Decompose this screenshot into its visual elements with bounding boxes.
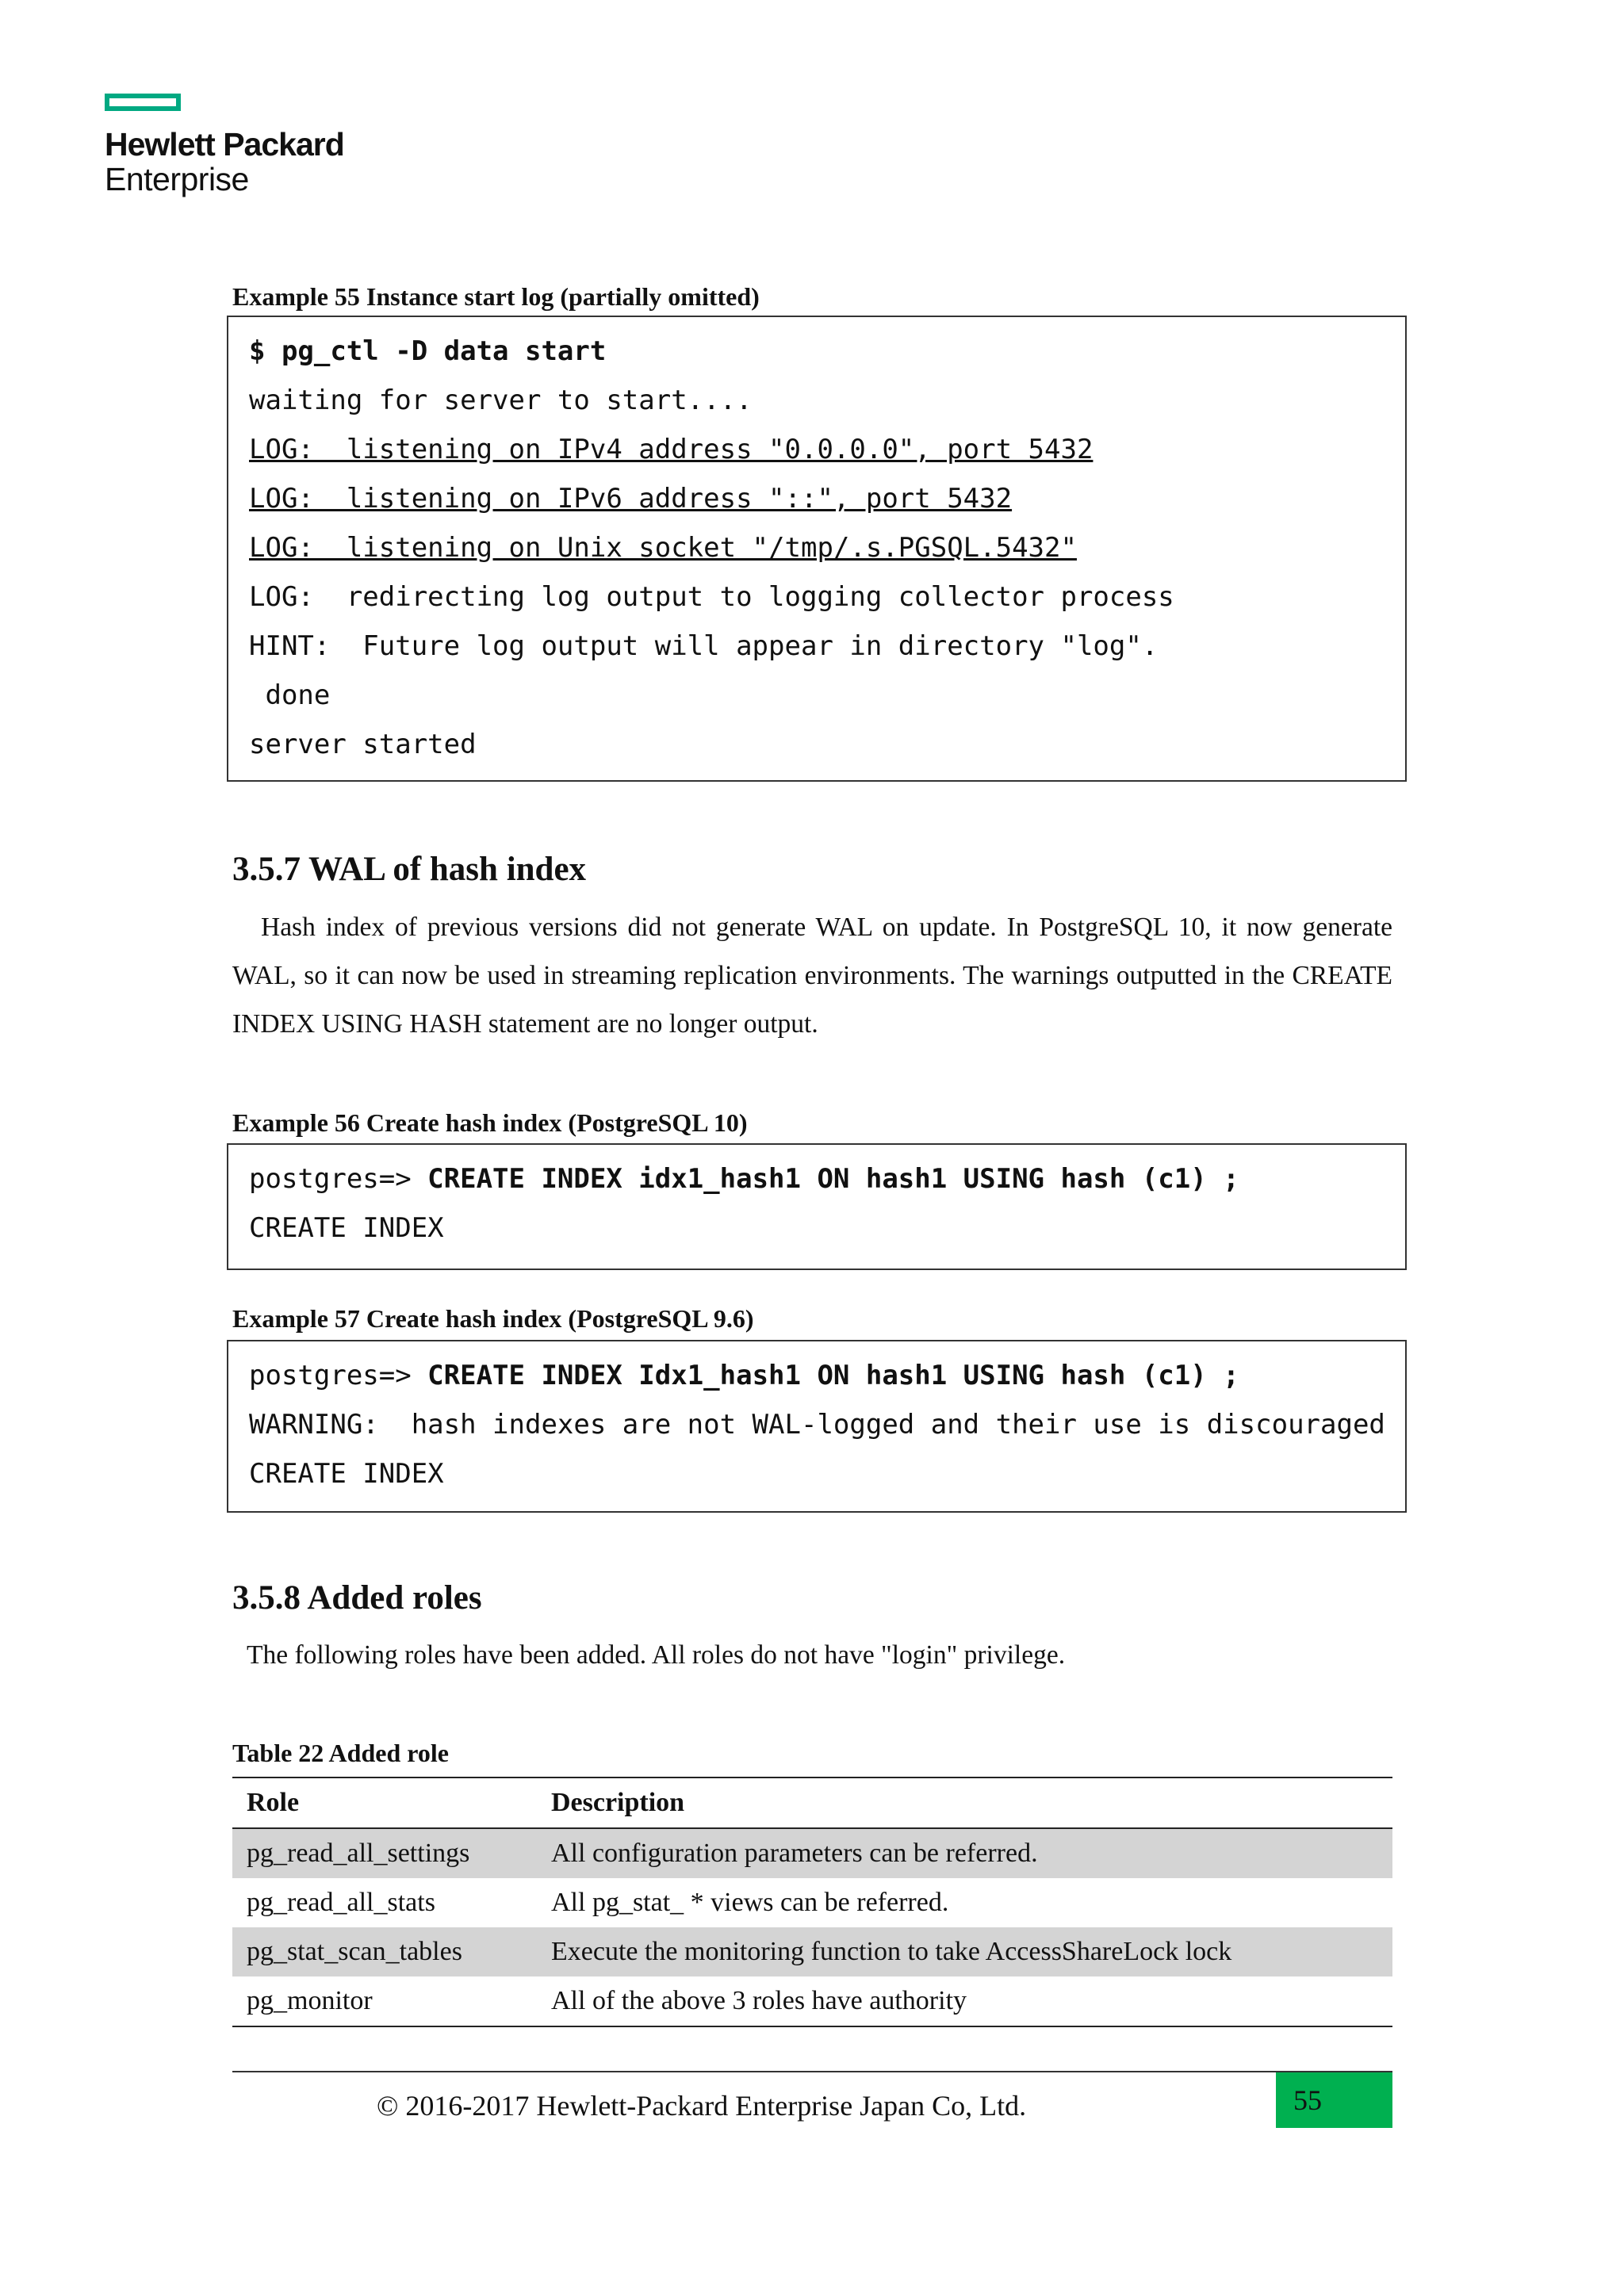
footer-copyright: © 2016-2017 Hewlett-Packard Enterprise Japan Co, Ltd. [377,2090,1027,2122]
footer-divider [232,2071,1392,2072]
section-3-5-8-paragraph: The following roles have been added. All roles do not have "login" privilege. [247,1640,1066,1670]
table-row [232,1976,1392,2026]
description-cell: All configuration parameters can be referred. [537,1828,1392,1878]
code-line: HINT: Future log output will appear in directory "log". [249,630,1159,662]
code-line: WARNING: hash indexes are not WAL-logged and their use is discouraged [249,1409,1385,1441]
example-57-code-block [227,1340,1407,1513]
column-header-description: Description [551,1788,685,1817]
code-line-underlined: LOG: listening on IPv6 address "::", port 5432 [249,483,1013,515]
table-row [232,1828,1392,1878]
role-cell: pg_read_all_settings [232,1828,537,1878]
table-row [232,1878,1392,1927]
column-header-role: Role [247,1788,300,1817]
sql-command: CREATE INDEX idx1_hash1 ON hash1 USING hash (c1) ; [427,1163,1239,1195]
code-line: done [249,679,331,711]
code-line: LOG: redirecting log output to logging collector process [249,581,1174,613]
description-cell: All of the above 3 roles have authority [551,1986,967,2015]
example-57-caption: Example 57 Create hash index (PostgreSQL 9.6) [232,1304,754,1333]
code-line-underlined: LOG: listening on IPv4 address "0.0.0.0", port 5432 [249,434,1094,465]
section-3-5-8-heading: 3.5.8 Added roles [232,1579,482,1617]
brand-name-line1: Hewlett Packard [105,126,344,163]
hpe-logo [105,94,344,197]
psql-prompt: postgres=> [249,1360,428,1391]
brand-name-line2: Enterprise [105,161,249,197]
added-roles-table [232,1777,1392,2027]
code-line: CREATE INDEX [249,1458,444,1490]
role-cell: pg_monitor [247,1986,373,2015]
table-22-caption: Table 22 Added role [232,1739,449,1767]
code-line: CREATE INDEX [249,1212,444,1244]
table-row [232,1927,1392,1976]
section-3-5-7-heading: 3.5.7 WAL of hash index [232,851,587,888]
sql-command: CREATE INDEX Idx1_hash1 ON hash1 USING hash (c1) ; [427,1360,1239,1391]
example-55-code-block [227,316,1407,782]
role-cell: pg_read_all_stats [247,1888,435,1917]
example-56-code-block [227,1143,1407,1270]
code-line: server started [249,729,477,760]
code-line-underlined: LOG: listening on Unix socket "/tmp/.s.PGSQL.5432" [249,532,1077,564]
example-56-caption: Example 56 Create hash index (PostgreSQL 10) [232,1108,748,1137]
description-cell: Execute the monitoring function to take AccessShareLock lock [537,1927,1392,1976]
section-3-5-7-paragraph: Hash index of previous versions did not generate WAL on update. In PostgreSQL 10, it now generate WAL, so it can now be used in streaming replication environments. The warnings outputted in the CREATE INDEX USING HASH statement are no longer output. [232,913,1392,1039]
page-number: 55 [1276,2072,1392,2128]
code-line: waiting for server to start.... [249,385,753,416]
hpe-element-mark [105,94,181,111]
psql-prompt: postgres=> [249,1163,428,1195]
role-cell: pg_stat_scan_tables [232,1927,537,1976]
example-55-caption: Example 55 Instance start log (partially omitted) [232,282,760,311]
description-cell: All pg_stat_ * views can be referred. [551,1888,949,1917]
table-header-row [232,1777,1392,1828]
code-line: $ pg_ctl -D data start [249,335,607,367]
